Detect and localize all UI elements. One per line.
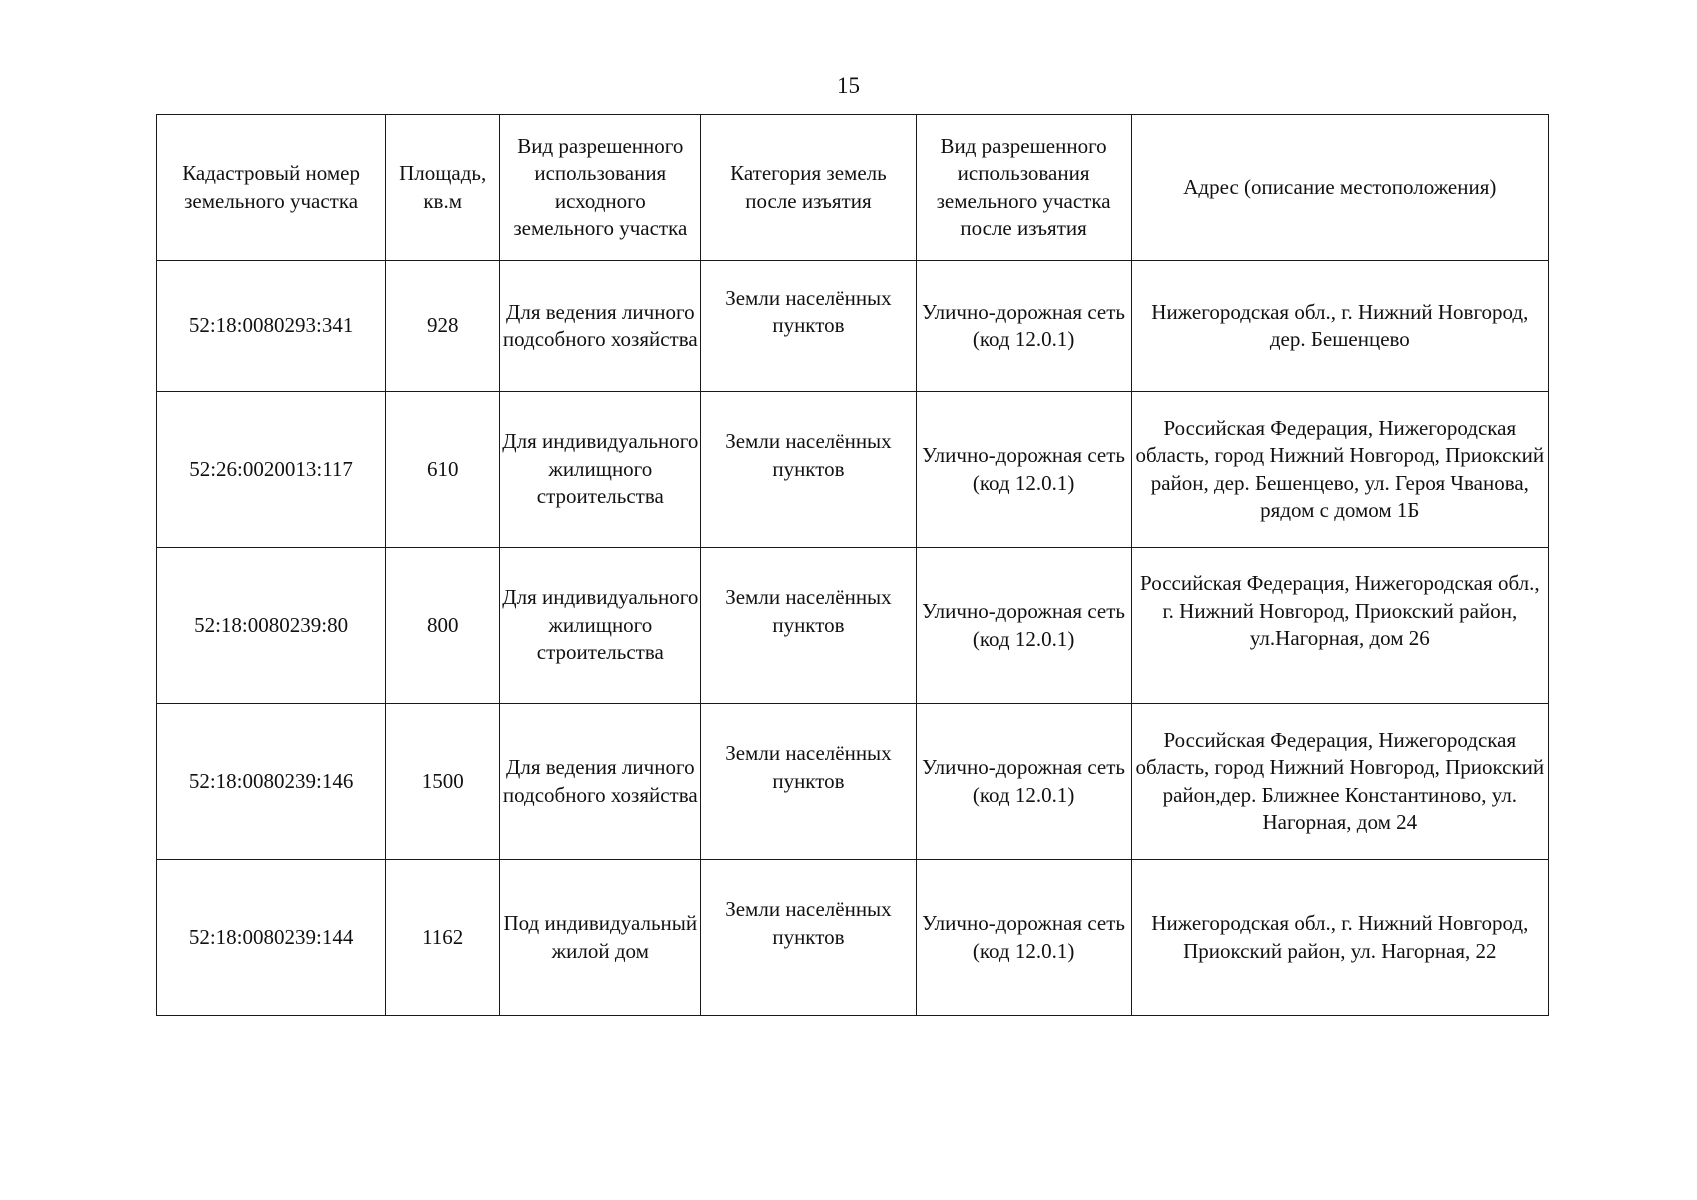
cadastral-number-cell: 52:18:0080293:341 [157, 261, 386, 392]
table-row [157, 860, 1549, 1016]
land-category-cell: Земли населённых пунктов [701, 548, 916, 704]
new-use-cell: Улично-дорожная сеть (код 12.0.1) [916, 392, 1131, 548]
cadastral-number-cell: 52:18:0080239:144 [157, 860, 386, 1016]
land-category-cell: Земли населённых пунктов [701, 261, 916, 392]
header-address: Адрес (описание местоположения) [1131, 115, 1548, 261]
address-cell: Российская Федерация, Нижегородская обл., г. Нижний Новгород, Приокский район, ул.Нагорная, дом 26 [1131, 548, 1548, 704]
address-cell: Нижегородская обл., г. Нижний Новгород, Приокский район, ул. Нагорная, 22 [1131, 860, 1548, 1016]
table-header-row [157, 115, 1549, 261]
header-cadastral-number: Кадастровый номер земельного участка [157, 115, 386, 261]
table-row [157, 548, 1549, 704]
new-use-cell: Улично-дорожная сеть (код 12.0.1) [916, 261, 1131, 392]
address-cell: Российская Федерация, Нижегородская область, город Нижний Новгород, Приокский район, дер. Бешенцево, ул. Героя Чванова, рядом с домом 1Б [1131, 392, 1548, 548]
address-cell: Нижегородская обл., г. Нижний Новгород, дер. Бешенцево [1131, 261, 1548, 392]
original-use-cell: Для индивидуального жилищного строительства [500, 392, 701, 548]
page-number: 15 [837, 73, 860, 98]
land-category-cell: Земли населённых пунктов [701, 704, 916, 860]
cadastral-number-cell: 52:18:0080239:80 [157, 548, 386, 704]
area-cell: 1162 [386, 860, 500, 1016]
area-cell: 610 [386, 392, 500, 548]
table-row [157, 704, 1549, 860]
original-use-cell: Для индивидуального жилищного строительства [500, 548, 701, 704]
area-cell: 1500 [386, 704, 500, 860]
original-use-cell: Под индивидуальный жилой дом [500, 860, 701, 1016]
table-row [157, 392, 1549, 548]
original-use-cell: Для ведения личного подсобного хозяйства [500, 261, 701, 392]
header-land-category: Категория земель после изъятия [701, 115, 916, 261]
land-category-cell: Земли населённых пунктов [701, 392, 916, 548]
new-use-cell: Улично-дорожная сеть (код 12.0.1) [916, 860, 1131, 1016]
cadastral-number-cell: 52:18:0080239:146 [157, 704, 386, 860]
header-area: Площадь, кв.м [386, 115, 500, 261]
header-original-permitted-use: Вид разрешенного использования исходного земельного участка [500, 115, 701, 261]
original-use-cell: Для ведения личного подсобного хозяйства [500, 704, 701, 860]
new-use-cell: Улично-дорожная сеть (код 12.0.1) [916, 704, 1131, 860]
table-row [157, 261, 1549, 392]
area-cell: 928 [386, 261, 500, 392]
land-category-cell: Земли населённых пунктов [701, 860, 916, 1016]
cadastral-number-cell: 52:26:0020013:117 [157, 392, 386, 548]
address-cell: Российская Федерация, Нижегородская область, город Нижний Новгород, Приокский район,дер. Ближнее Константиново, ул. Нагорная, дом 24 [1131, 704, 1548, 860]
land-plots-table [156, 114, 1549, 1016]
area-cell: 800 [386, 548, 500, 704]
new-use-cell: Улично-дорожная сеть (код 12.0.1) [916, 548, 1131, 704]
header-permitted-use-after: Вид разрешенного использования земельного участка после изъятия [916, 115, 1131, 261]
